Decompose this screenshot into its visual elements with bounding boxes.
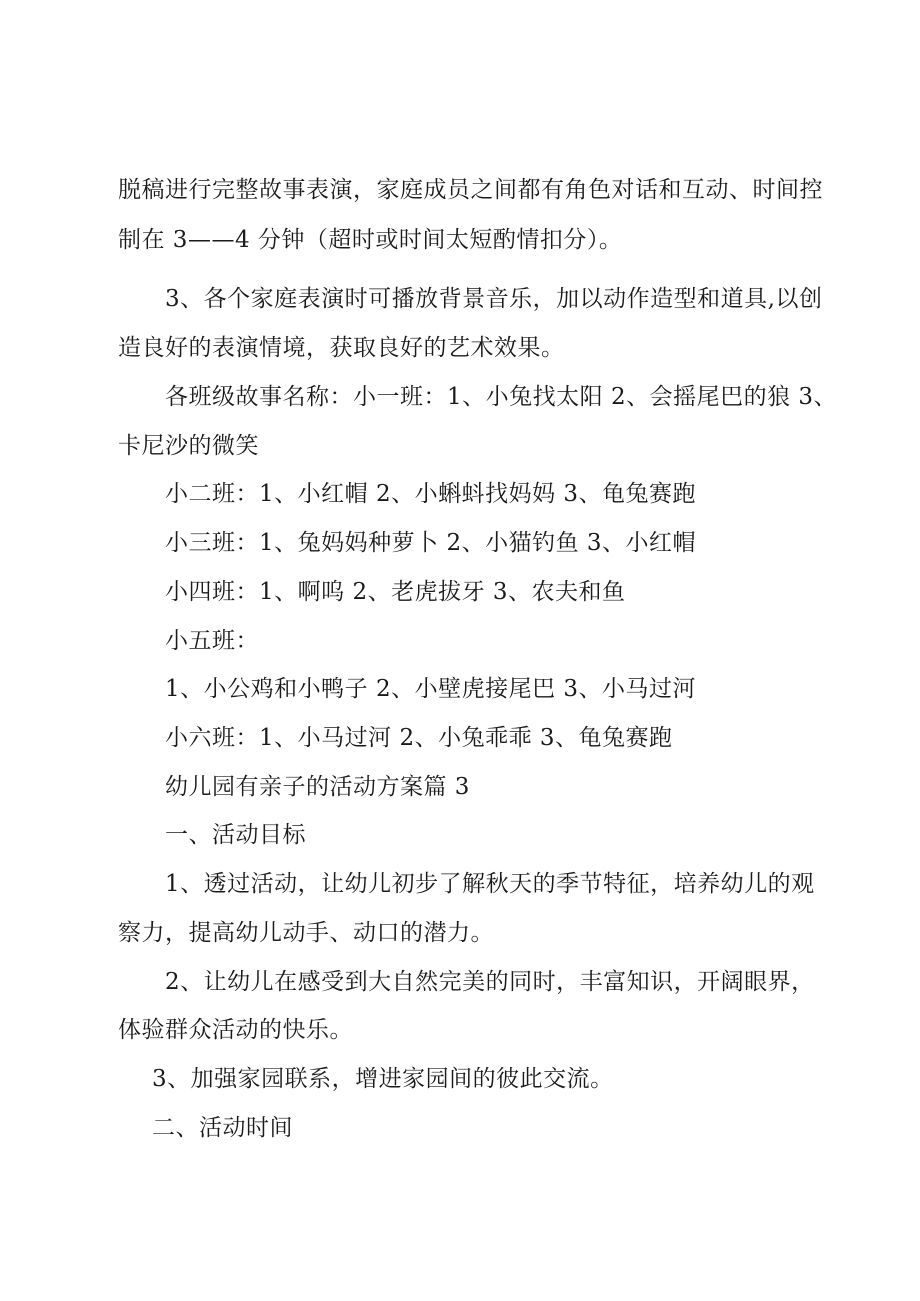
- paragraph-line: 脱稿进行完整故事表演，家庭成员之间都有角色对话和互动、时间控: [118, 177, 823, 203]
- paragraph-line: 3、加强家园联系，增进家园间的彼此交流。: [152, 1066, 614, 1092]
- paragraph-line: 卡尼沙的微笑: [118, 433, 259, 459]
- section-heading: 一、活动目标: [165, 822, 306, 848]
- paragraph-line: 造良好的表演情境，获取良好的艺术效果。: [118, 335, 565, 361]
- paragraph-line: 察力，提高幼儿动手、动口的潜力。: [118, 920, 494, 946]
- paragraph-line: 1、透过活动，让幼儿初步了解秋天的季节特征，培养幼儿的观: [165, 871, 815, 897]
- paragraph-line: 小四班：1、啊呜 2、老虎拔牙 3、农夫和鱼: [165, 579, 626, 605]
- paragraph-line: 各班级故事名称：小一班：1、小兔找太阳 2、会摇尾巴的狼 3、: [165, 384, 838, 410]
- paragraph-line: 小六班：1、小马过河 2、小兔乖乖 3、龟兔赛跑: [165, 725, 673, 751]
- paragraph-line: 3、各个家庭表演时可播放背景音乐，加以动作造型和道具,以创: [165, 286, 823, 312]
- section-heading: 二、活动时间: [152, 1115, 293, 1141]
- paragraph-line: 制在 3——4 分钟（超时或时间太短酌情扣分）。: [118, 227, 623, 253]
- paragraph-line: 小二班：1、小红帽 2、小蝌蚪找妈妈 3、龟兔赛跑: [165, 481, 697, 507]
- paragraph-line: 1、小公鸡和小鸭子 2、小壁虎接尾巴 3、小马过河: [165, 676, 697, 702]
- paragraph-line: 体验群众活动的快乐。: [118, 1017, 353, 1043]
- paragraph-line: 小三班：1、兔妈妈种萝卜 2、小猫钓鱼 3、小红帽: [165, 530, 697, 556]
- paragraph-line: 小五班：: [165, 628, 259, 654]
- section-heading: 幼儿园有亲子的活动方案篇 3: [165, 774, 470, 800]
- paragraph-line: 2、让幼儿在感受到大自然完美的同时，丰富知识，开阔眼界，: [165, 969, 815, 995]
